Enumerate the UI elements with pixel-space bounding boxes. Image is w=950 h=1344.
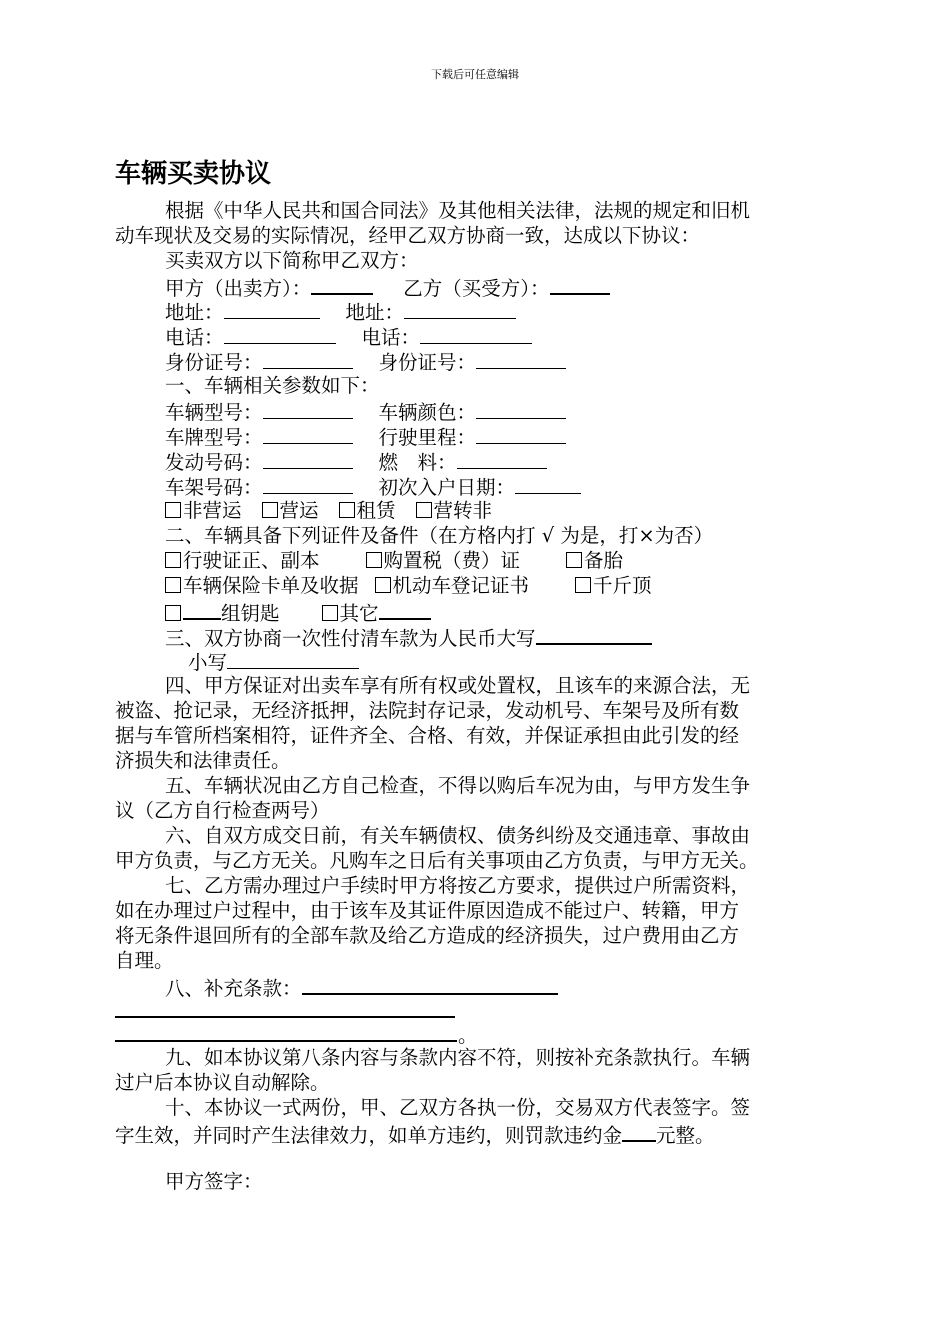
phone-row <box>165 324 532 350</box>
checkbox[interactable] <box>322 605 338 621</box>
usage-option: 非营运 <box>183 499 242 522</box>
section-4-line-2: 被盗、抢记录，无经济抵押，法院封存记录，发动机号、车架号及所有数 <box>115 699 740 722</box>
other-blank[interactable] <box>379 599 431 620</box>
id-a-label: 身份证号： <box>165 351 263 374</box>
docs-row-3 <box>165 599 431 626</box>
address-b-label: 地址： <box>345 301 405 324</box>
id-a-blank[interactable] <box>263 349 353 369</box>
keys-count-blank[interactable] <box>183 599 221 620</box>
checkbox[interactable] <box>375 577 391 593</box>
first-reg-date-blank[interactable] <box>515 474 581 494</box>
vehicle-row-2 <box>165 424 566 450</box>
section-6-line-2: 甲方负责，与乙方无关。凡购车之日后有关事项由乙方负责，与甲方无关。 <box>115 849 759 872</box>
frame-no-blank[interactable] <box>263 474 353 494</box>
address-a-blank[interactable] <box>224 299 320 319</box>
plate-type-label: 车牌型号： <box>165 426 263 449</box>
address-row <box>165 299 516 325</box>
party-a-signature-label: 甲方签字： <box>165 1170 263 1193</box>
usage-option: 营运 <box>279 499 319 522</box>
party-b-label: 乙方（买受方）： <box>403 277 550 300</box>
section-7-line-3: 将无条件退回所有的全部车款及给乙方造成的经济损失，过户费用由乙方 <box>115 924 740 947</box>
vehicle-color-label: 车辆颜色： <box>378 401 477 424</box>
id-b-blank[interactable] <box>476 349 566 369</box>
section-10-line-1: 十、本协议一式两份，甲、乙双方各执一份，交易双方代表签字。签 <box>165 1096 751 1119</box>
section-8-label: 八、补充条款： <box>165 977 302 1000</box>
section-5-line-1: 五、车辆状况由乙方自己检查，不得以购后车况为由，与甲方发生争 <box>165 774 751 797</box>
page-title: 车辆买卖协议 <box>115 159 272 189</box>
section-4-line-3: 据与车管所档案相符，证件齐全、合格、有效，并保证承担由此引发的经 <box>115 724 740 747</box>
checkbox[interactable] <box>262 502 278 518</box>
id-row <box>165 349 566 375</box>
parties-intro: 买卖双方以下简称甲乙双方： <box>165 249 419 272</box>
small-write-row <box>188 649 359 675</box>
section-7-line-1: 七、乙方需办理过户手续时甲方将按乙方要求，提供过户所需资料， <box>165 874 751 897</box>
phone-a-blank[interactable] <box>224 324 336 344</box>
section-7-line-4: 自理。 <box>115 949 174 972</box>
keys-label: 组钥匙 <box>221 602 280 625</box>
vehicle-model-blank[interactable] <box>263 399 353 419</box>
phone-a-label: 电话： <box>165 326 224 349</box>
section-6-line-1: 六、自双方成交日前，有关车辆债权、债务纠纷及交通违章、事故由 <box>165 824 751 847</box>
party-a-blank[interactable] <box>311 274 373 295</box>
penalty-amount-blank[interactable] <box>622 1121 656 1142</box>
price-uppercase-blank[interactable] <box>536 624 652 645</box>
phone-b-blank[interactable] <box>420 324 532 344</box>
party-b-blank[interactable] <box>550 274 610 295</box>
period-mark: 。 <box>458 1024 478 1047</box>
plate-type-blank[interactable] <box>263 424 353 444</box>
checkbox[interactable] <box>566 552 582 568</box>
docs-row-1 <box>165 549 623 573</box>
checkbox[interactable] <box>165 552 181 568</box>
id-b-label: 身份证号： <box>378 351 477 374</box>
section-10-line-2 <box>115 1121 715 1148</box>
vehicle-model-label: 车辆型号： <box>165 401 263 424</box>
intro-line-2: 动车现状及交易的实际情况，经甲乙双方协商一致，达成以下协议： <box>115 224 701 247</box>
doc-item: 购置税（费）证 <box>383 549 521 572</box>
section-4-line-4: 济损失和法律责任。 <box>115 749 291 772</box>
vehicle-row-3 <box>165 449 547 475</box>
section-5-line-2: 议（乙方自行检查两号） <box>115 799 330 822</box>
small-write-label: 小写 <box>188 651 228 674</box>
party-a-label: 甲方（出卖方）： <box>165 277 312 300</box>
vehicle-row-4 <box>165 474 581 500</box>
section-4-line-1: 四、甲方保证对出卖车享有所有权或处置权，且该车的来源合法，无 <box>165 674 751 697</box>
checkbox[interactable] <box>165 577 181 593</box>
checkbox[interactable] <box>339 502 355 518</box>
doc-item: 机动车登记证书 <box>392 574 530 597</box>
fuel-blank[interactable] <box>457 449 547 469</box>
first-reg-date-label: 初次入户日期： <box>378 476 516 499</box>
checkbox[interactable] <box>416 502 432 518</box>
vehicle-color-blank[interactable] <box>476 399 566 419</box>
section-9-line-2: 过户后本协议自动解除。 <box>115 1071 330 1094</box>
header-note: 下载后可任意编辑 <box>431 68 519 81</box>
intro-line-1: 根据《中华人民共和国合同法》及其他相关法律，法规的规定和旧机 <box>165 199 751 222</box>
engine-no-blank[interactable] <box>263 449 353 469</box>
other-label: 其它 <box>339 602 379 625</box>
docs-row-2 <box>165 574 652 598</box>
vehicle-row-1 <box>165 399 566 425</box>
fuel-label: 燃 料： <box>378 451 457 474</box>
checkbox[interactable] <box>575 577 591 593</box>
price-digits-blank[interactable] <box>227 649 359 669</box>
address-a-label: 地址： <box>165 301 224 324</box>
party-row <box>165 274 610 301</box>
section-3 <box>165 624 652 651</box>
mileage-blank[interactable] <box>476 424 566 444</box>
supplementary-blank-3[interactable] <box>115 1040 457 1042</box>
usage-option: 租赁 <box>356 499 396 522</box>
phone-b-label: 电话： <box>361 326 421 349</box>
section-1-title: 一、车辆相关参数如下： <box>165 374 380 397</box>
usage-option: 营转非 <box>433 499 493 522</box>
supplementary-blank-2[interactable] <box>115 1016 455 1018</box>
frame-no-label: 车架号码： <box>165 476 263 499</box>
section-8 <box>165 974 558 1001</box>
supplementary-blank-1[interactable] <box>302 974 558 995</box>
section-10-suffix: 元整。 <box>656 1124 715 1147</box>
engine-no-label: 发动号码： <box>165 451 263 474</box>
doc-item: 车辆保险卡单及收据 <box>183 574 359 597</box>
doc-item: 千斤顶 <box>593 574 652 597</box>
doc-item: 备胎 <box>584 549 624 572</box>
section-3-text: 三、双方协商一次性付清车款为人民币大写 <box>165 627 536 650</box>
checkbox[interactable] <box>165 605 181 621</box>
doc-item: 行驶证正、副本 <box>183 549 320 572</box>
checkbox[interactable] <box>165 502 181 518</box>
section-2-title: 二、车辆具备下列证件及备件（在方格内打 √ 为是，打×为否） <box>165 524 714 547</box>
usage-row <box>165 499 492 523</box>
section-10-text: 字生效，并同时产生法律效力，如单方违约，则罚款违约金 <box>115 1124 623 1147</box>
checkbox[interactable] <box>366 552 382 568</box>
mileage-label: 行驶里程： <box>378 426 477 449</box>
section-9-line-1: 九、如本协议第八条内容与条款内容不符，则按补充条款执行。车辆 <box>165 1046 751 1069</box>
section-7-line-2: 如在办理过户过程中，由于该车及其证件原因造成不能过户、转籍，甲方 <box>115 899 740 922</box>
address-b-blank[interactable] <box>404 299 516 319</box>
